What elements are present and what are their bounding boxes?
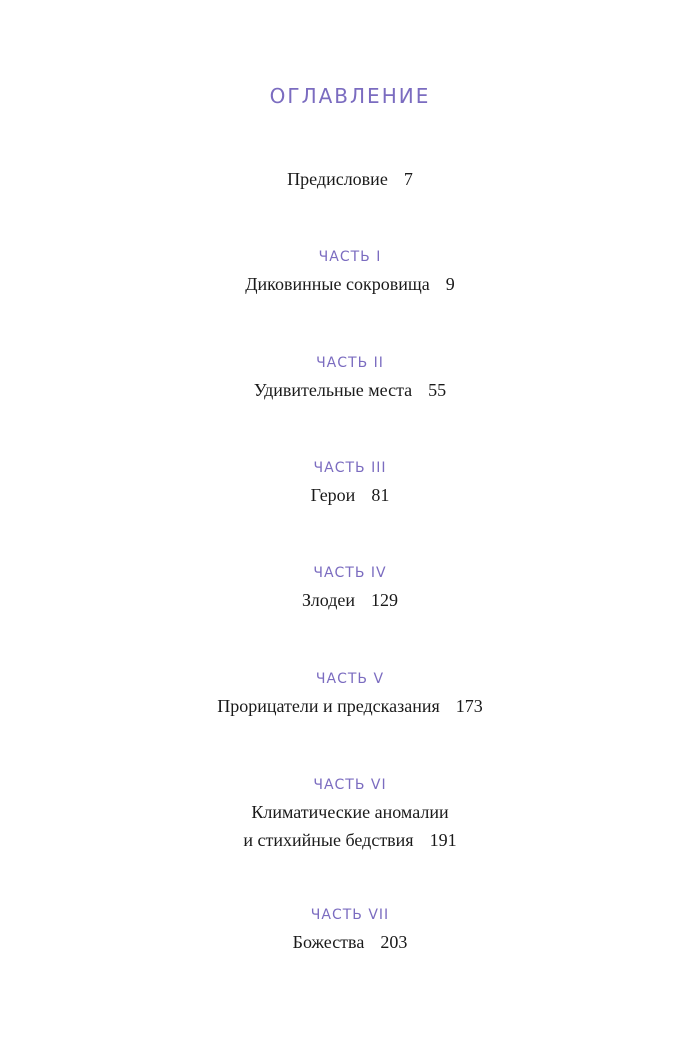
part-label-4: ЧАСТЬ IV [313, 565, 387, 581]
page-title: ОГЛАВЛЕНИЕ [269, 84, 431, 108]
entry-title-line-1: Климатические аномалии [251, 802, 449, 822]
entry-title: Прорицатели и предсказания [217, 696, 440, 716]
entry-title: Удивительные места [253, 380, 413, 400]
toc-entry-part-6[interactable] [0, 798, 700, 854]
toc-entry-part-4[interactable] [0, 586, 700, 614]
toc-entry-part-3[interactable] [0, 481, 700, 509]
page-number: 81 [371, 485, 390, 505]
part-label-1: ЧАСТЬ I [318, 249, 382, 265]
part-label-5: ЧАСТЬ V [315, 671, 385, 687]
page-number: 203 [380, 932, 408, 952]
toc-entry-part-7[interactable] [0, 928, 700, 956]
page-number: 9 [445, 274, 455, 294]
entry-title-line-2: и стихийные бедствия [243, 830, 414, 850]
toc-entry-preface[interactable] [0, 165, 700, 193]
page-number: 173 [455, 696, 483, 716]
entry-title: Герои [310, 485, 356, 505]
entry-title-line-2-row [0, 826, 700, 854]
part-label-3: ЧАСТЬ III [313, 460, 387, 476]
entry-title: Предисловие [287, 169, 388, 189]
entry-title: Злодеи [301, 590, 356, 610]
part-label-6: ЧАСТЬ VI [313, 777, 387, 793]
toc-entry-part-5[interactable] [0, 692, 700, 720]
toc-entry-part-2[interactable] [0, 376, 700, 404]
entry-title: Диковинные сокровища [245, 274, 430, 294]
part-label-2: ЧАСТЬ II [316, 355, 384, 371]
page-number: 7 [403, 169, 413, 189]
entry-title: Божества [292, 932, 365, 952]
part-label-7: ЧАСТЬ VII [310, 907, 390, 923]
page-number: 129 [371, 590, 399, 610]
toc-entry-part-1[interactable] [0, 270, 700, 298]
page-number: 191 [429, 830, 457, 850]
page-number: 55 [428, 380, 447, 400]
